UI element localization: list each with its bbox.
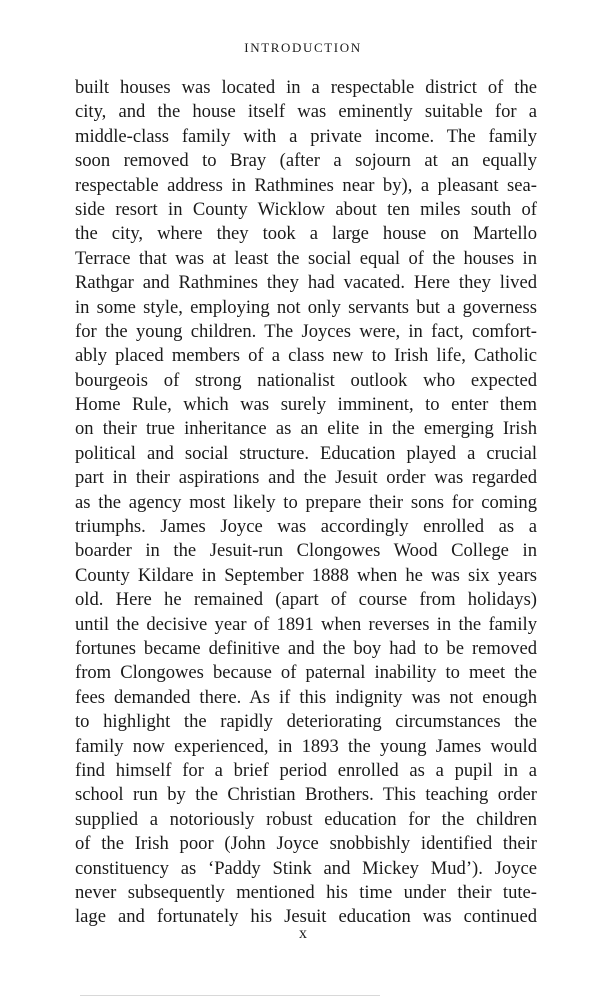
page-edge-rule	[80, 995, 380, 996]
text-line: boarder in the Jesuit-run Clongowes Wood College in	[75, 540, 537, 562]
text-line: soon removed to Bray (after a sojourn at an equally	[75, 150, 537, 172]
text-line: find himself for a brief period enrolled as a pupil in a	[75, 759, 537, 781]
text-line: Home Rule, which was surely imminent, to enter them	[75, 394, 537, 416]
text-line: family now experienced, in 1893 the young James would	[75, 735, 537, 757]
text-line: never subsequently mentioned his time under their tute-	[75, 881, 537, 903]
text-line: County Kildare in September 1888 when he was six years	[75, 564, 537, 586]
text-line: fees demanded there. As if this indignity was not enough	[75, 686, 537, 708]
text-line: supplied a notoriously robust education for the children	[75, 808, 537, 830]
text-line: fortunes became definitive and the boy had to be removed	[75, 637, 537, 659]
text-line: from Clongowes because of paternal inability to meet the	[75, 662, 537, 684]
text-line: part in their aspirations and the Jesuit order was regarded	[75, 467, 537, 489]
text-line: until the decisive year of 1891 when reverses in the family	[75, 613, 537, 635]
text-line: in some style, employing not only servants but a governess	[75, 296, 537, 318]
text-line: of the Irish poor (John Joyce snobbishly identified their	[75, 833, 537, 855]
text-line: bourgeois of strong nationalist outlook who expected	[75, 369, 537, 391]
text-line: old. Here he remained (apart of course from holidays)	[75, 589, 537, 611]
text-line: constituency as ‘Paddy Stink and Mickey Mud’). Joyce	[75, 857, 537, 879]
text-line: for the young children. The Joyces were, in fact, comfort-	[75, 320, 537, 342]
text-line: triumphs. James Joyce was accordingly enrolled as a	[75, 516, 537, 538]
text-line: political and social structure. Education played a crucial	[75, 442, 537, 464]
text-line: built houses was located in a respectable district of the	[75, 77, 537, 98]
text-line: to highlight the rapidly deteriorating circumstances the	[75, 711, 537, 733]
running-head: INTRODUCTION	[244, 40, 362, 55]
text-line: ably placed members of a class new to Irish life, Catholic	[75, 345, 537, 367]
text-line: middle-class family with a private income. The family	[75, 125, 537, 147]
text-line: on their true inheritance as an elite in the emerging Irish	[75, 418, 537, 440]
text-line: side resort in County Wicklow about ten miles south of	[75, 198, 537, 220]
text-line: respectable address in Rathmines near by), a pleasant sea-	[75, 174, 537, 196]
text-line: Rathgar and Rathmines they had vacated. Here they lived	[75, 272, 537, 294]
text-line: lage and fortunately his Jesuit education was continued	[75, 906, 537, 928]
body-text	[75, 76, 537, 930]
text-line: city, and the house itself was eminently suitable for a	[75, 101, 537, 123]
text-line: the city, where they took a large house on Martello	[75, 223, 537, 245]
text-line: Terrace that was at least the social equal of the houses in	[75, 247, 537, 269]
page-number: x	[299, 925, 307, 942]
text-line: as the agency most likely to prepare their sons for coming	[75, 491, 537, 513]
text-line: school run by the Christian Brothers. This teaching order	[75, 784, 537, 806]
